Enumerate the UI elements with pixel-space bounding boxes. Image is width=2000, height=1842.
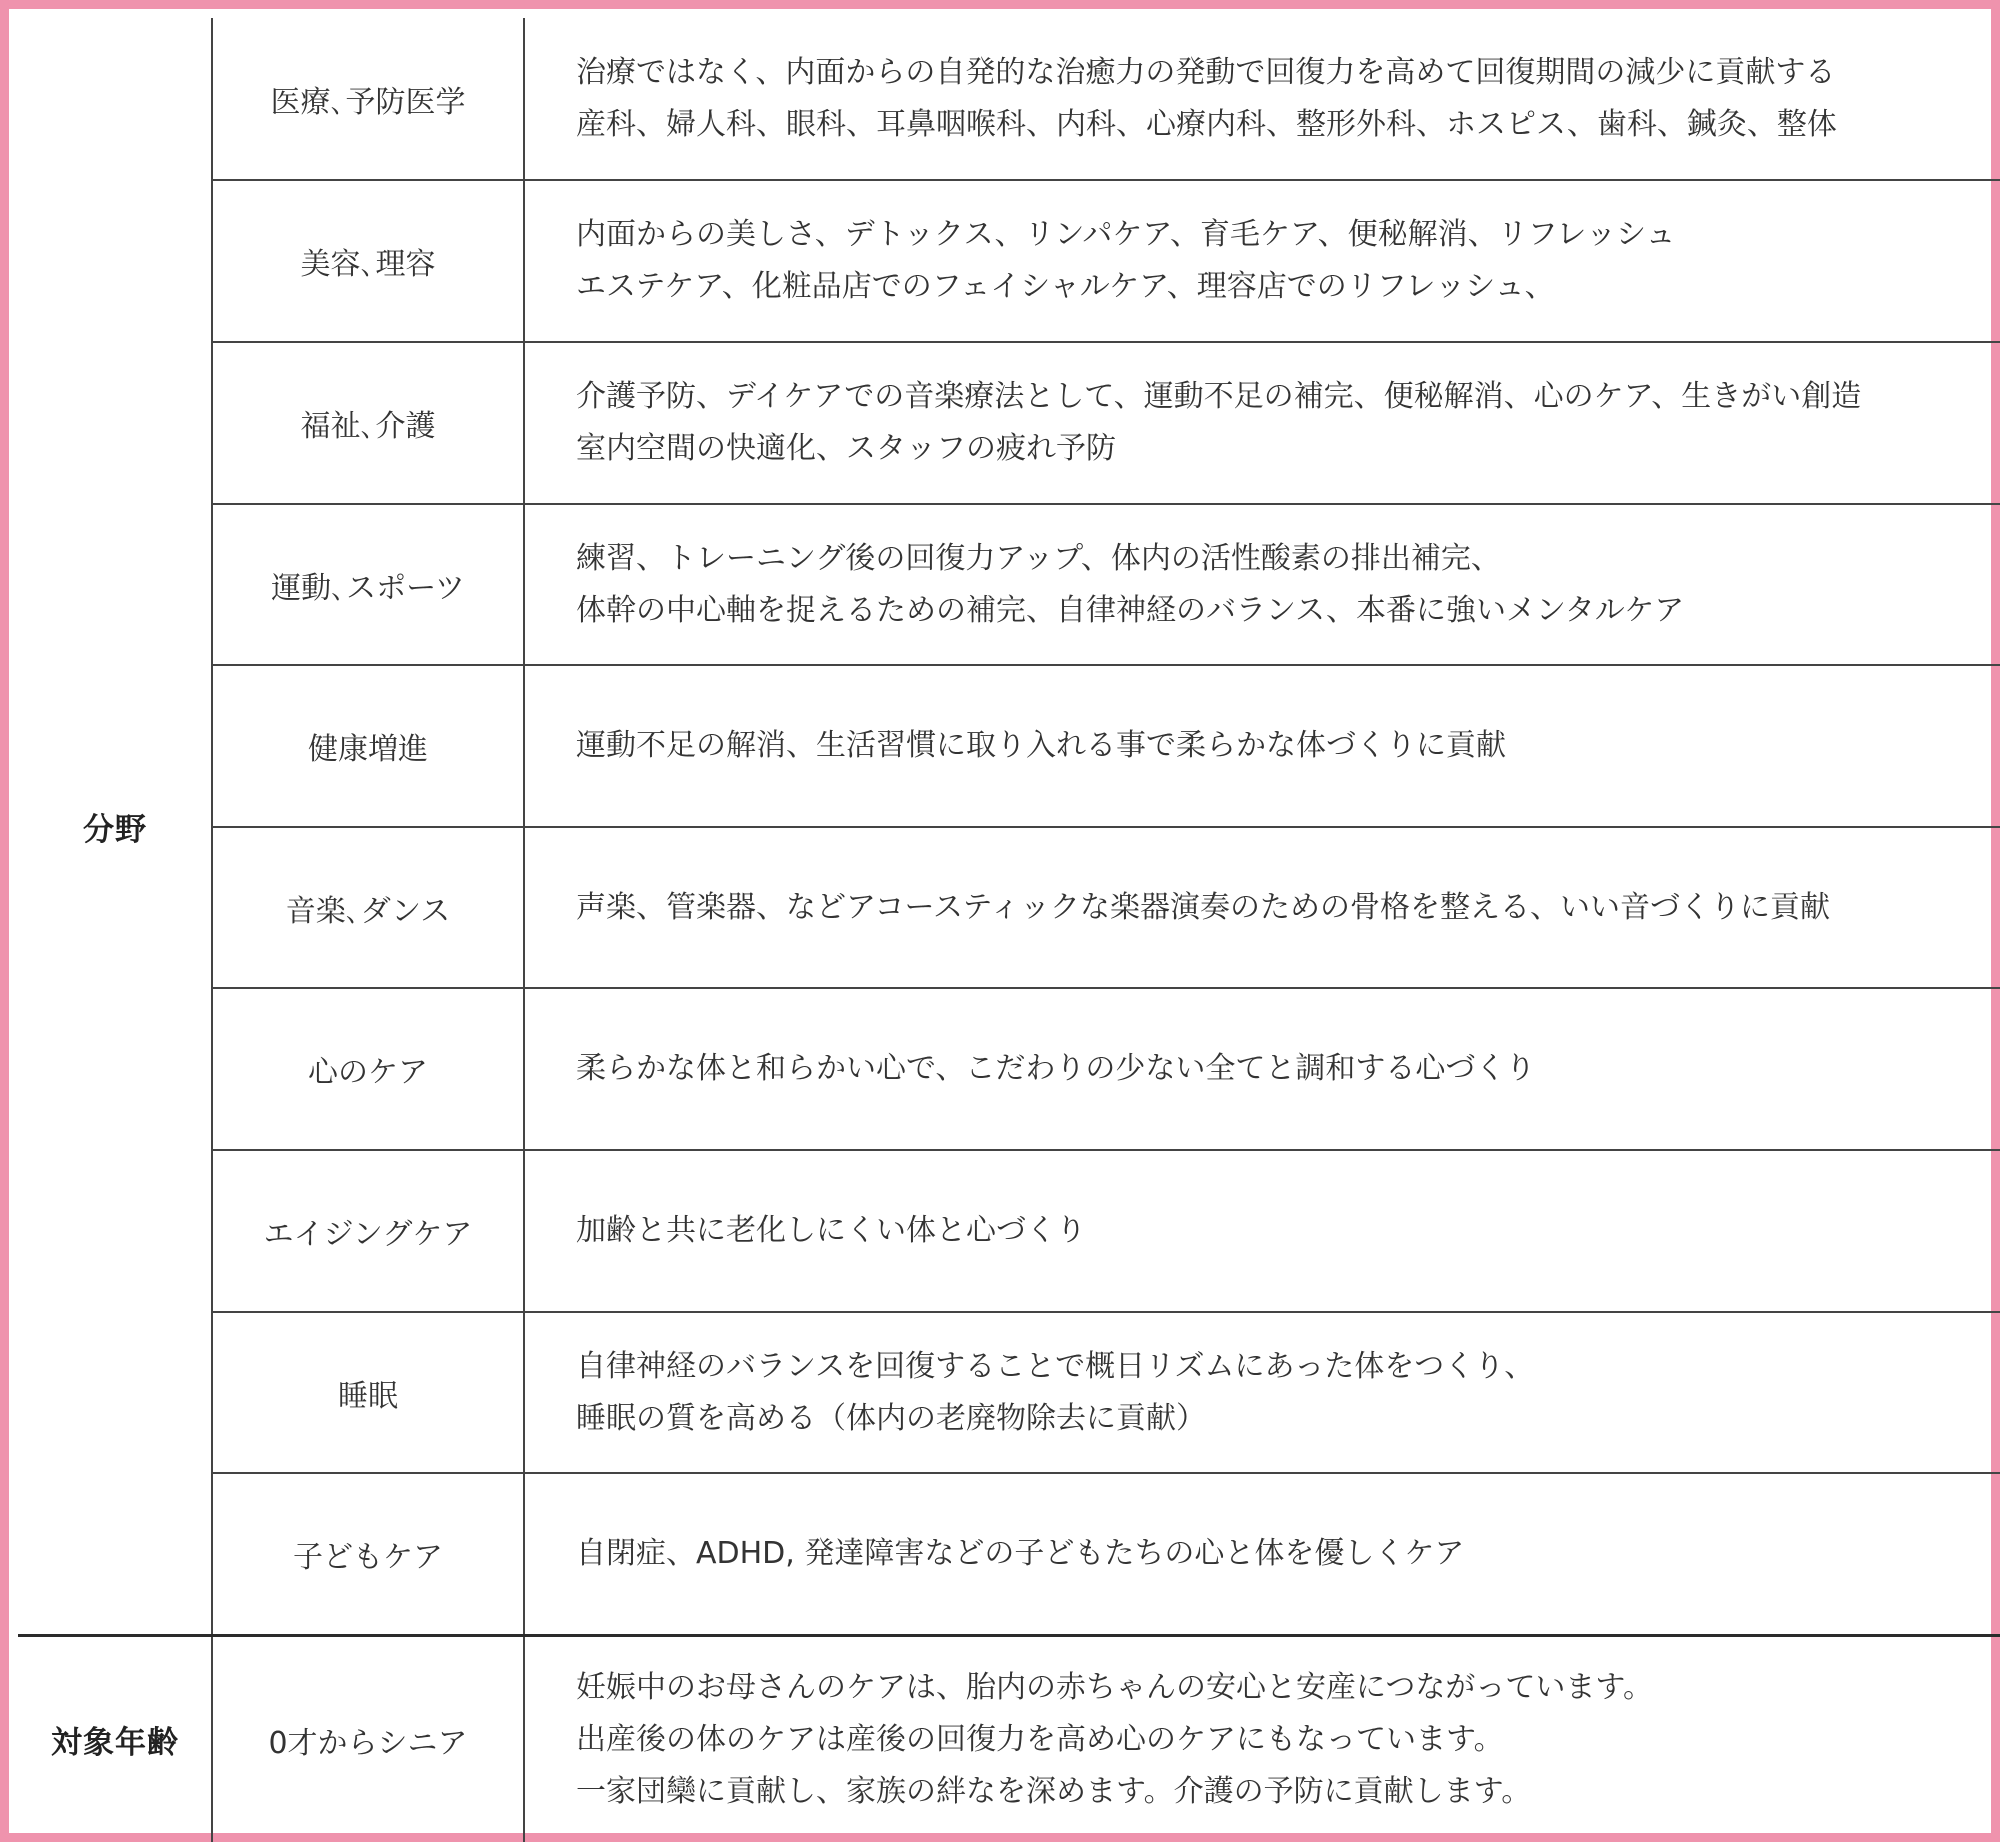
description-line: 練習、トレーニング後の回復力アップ、体内の活性酸素の排出補完、: [576, 540, 1501, 576]
row-category: 0才からシニア: [268, 1725, 468, 1761]
row-category: 睡眠: [338, 1378, 398, 1414]
row-category: 運動､スポーツ: [271, 570, 465, 606]
description-line: 運動不足の解消、生活習慣に取り入れる事で柔らかな体づくりに貢献: [576, 727, 1506, 763]
row-description: [524, 666, 2000, 825]
description-line: 柔らかな体と和らかい心で、こだわりの少ない全てと調和する心づくり: [576, 1050, 1536, 1086]
row-description: [524, 181, 2000, 340]
row-description: [524, 1637, 2000, 1842]
row-description: [524, 1474, 2000, 1633]
row-category: 美容､理容: [300, 246, 436, 282]
table-row: [212, 1311, 2000, 1472]
description-line: 室内空間の快適化、スタッフの疲れ予防: [576, 430, 1116, 466]
row-description: [524, 828, 2000, 987]
description-line: 睡眠の質を高める（体内の老廃物除去に貢献）: [576, 1400, 1206, 1436]
description-line: エステケア、化粧品店でのフェイシャルケア、理容店でのリフレッシュ、: [576, 268, 1555, 304]
row-category: 医療､予防医学: [270, 84, 466, 120]
row-category: 福祉､介護: [300, 408, 436, 444]
table-row: [212, 341, 2000, 502]
row-category: 子どもケア: [293, 1539, 443, 1575]
table-row: [212, 179, 2000, 340]
table-row: [212, 987, 2000, 1148]
group-label-field: 分野: [83, 811, 147, 848]
table-row: [212, 18, 2000, 179]
description-line: 自律神経のバランスを回復することで概日リズムにあった体をつくり、: [576, 1348, 1535, 1384]
description-line: 体幹の中心軸を捉えるための補完、自律神経のバランス、本番に強いメンタルケア: [576, 592, 1685, 628]
description-line: 介護予防、デイケアでの音楽療法として、運動不足の補完、便秘解消、心のケア、生きがい創造: [576, 378, 1862, 414]
row-category: 健康増進: [308, 731, 428, 767]
description-line: 内面からの美しさ、デトックス、リンパケア、育毛ケア、便秘解消、リフレッシュ: [576, 216, 1676, 252]
table-row: [212, 1472, 2000, 1633]
table-row: [212, 1637, 2000, 1842]
row-description: [524, 18, 2000, 179]
row-description: [524, 343, 2000, 502]
description-line: 出産後の体のケアは産後の回復力を高め心のケアにもなっています。: [576, 1721, 1504, 1757]
description-line: 産科、婦人科、眼科、耳鼻咽喉科、内科、心療内科、整形外科、ホスピス、歯科、鍼灸、整体: [576, 106, 1837, 142]
row-category: エイジングケア: [263, 1216, 473, 1252]
info-table: [18, 18, 2000, 1842]
table-row: [212, 664, 2000, 825]
description-line: 一家団欒に貢献し、家族の絆なを深めます。介護の予防に貢献します。: [576, 1773, 1532, 1809]
description-line: 声楽、管楽器、などアコースティックな楽器演奏のための骨格を整える、いい音づくりに貢献: [576, 889, 1830, 925]
row-category: 心のケア: [308, 1054, 428, 1090]
row-description: [524, 505, 2000, 664]
row-description: [524, 989, 2000, 1148]
row-category: 音楽､ダンス: [285, 893, 451, 929]
description-line: 治療ではなく、内面からの自発的な治癒力の発動で回復力を高めて回復期間の減少に貢献する: [576, 54, 1836, 90]
row-description: [524, 1151, 2000, 1310]
row-description: [524, 1313, 2000, 1472]
table-row: [212, 503, 2000, 664]
group-label-age: 対象年齢: [51, 1725, 179, 1761]
table-row: [212, 826, 2000, 987]
description-line: 妊娠中のお母さんのケアは、胎内の赤ちゃんの安心と安産につながっています。: [576, 1669, 1653, 1705]
description-line: 加齢と共に老化しにくい体と心づくり: [576, 1212, 1086, 1248]
description-line: 自閉症、ADHD, 発達障害などの子どもたちの心と体を優しくケア: [576, 1535, 1465, 1571]
table-row: [212, 1149, 2000, 1310]
